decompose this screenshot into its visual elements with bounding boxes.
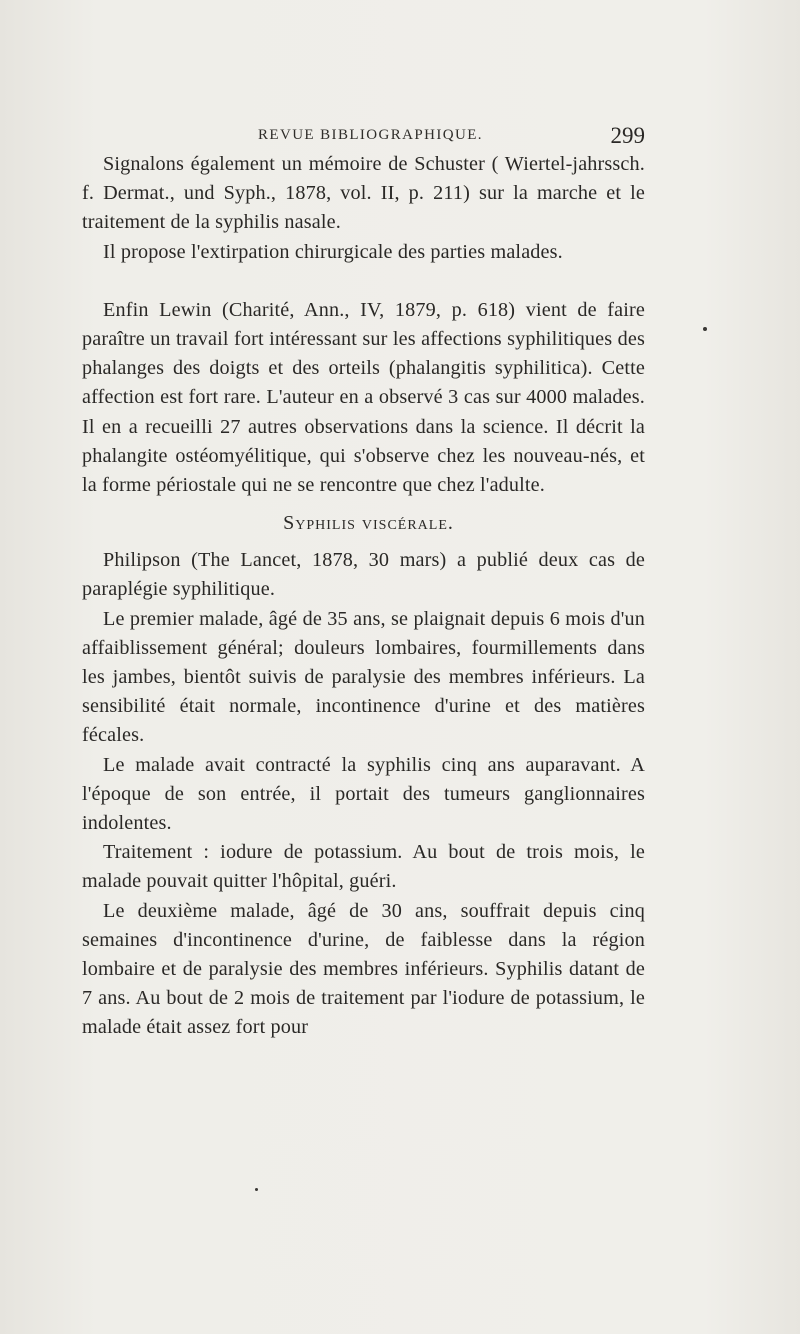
running-title: REVUE BIBLIOGRAPHIQUE. <box>258 127 483 143</box>
page-number: 299 <box>610 123 645 148</box>
paragraph-second-patient: Le deuxième malade, âgé de 30 ans, souffrait depuis cinq semaines d'incontinence d'urine, de faiblesse dans la région lombaire et de paralysie des membres inférieurs. Syphilis datant de 7 ans. Au bout de 2 mois de traitement par l'iodure de potassium, le malade était assez fort pour <box>82 899 645 1039</box>
paragraph-extirpation: Il propose l'extirpation chirurgicale des parties malades. <box>103 240 563 263</box>
page-header <box>110 123 645 153</box>
body-text <box>82 150 645 1043</box>
print-speck <box>703 327 707 331</box>
paragraph-schuster: Signalons également un mémoire de Schuster ( Wiertel-jahrssch. f. Dermat., und Syph., 1878, vol. II, p. 211) sur la marche et le traitement de la syphilis nasale. <box>82 153 645 234</box>
paragraph-first-patient: Le premier malade, âgé de 35 ans, se plaignait depuis 6 mois d'un affaiblissement général; douleurs lombaires, fourmillements dans les jambes, bientôt suivis de paralysie des membres inférieurs. La sensibilité était normale, incontinence d'urine et des matières fécales. <box>82 607 645 747</box>
paragraph-contracted: Le malade avait contracté la syphilis cinq ans auparavant. A l'époque de son entrée, il portait des tumeurs ganglionnaires indolentes. <box>82 753 645 835</box>
paragraph-philipson: Philipson (The Lancet, 1878, 30 mars) a publié deux cas de paraplégie syphilitique. <box>82 549 645 601</box>
print-speck <box>255 1188 258 1191</box>
paragraph-lewin: Enfin Lewin (Charité, Ann., IV, 1879, p. 618) vient de faire paraître un travail fort intéressant sur les affections syphilitiques des phalanges des doigts et des orteils (phalangitis syphilitica). Cette affection est fort rare. L'auteur en a observé 3 cas sur 4000 malades. Il en a recueilli 27 autres observations dans la science. Il décrit la phalangite ostéomyélitique, qui s'observe chez les nouveau-nés, et la forme périostale qui ne se rencontre que chez l'adulte. <box>82 298 645 497</box>
section-heading-syphilis-viscerale: Syphilis viscérale. <box>283 512 454 535</box>
paragraph-treatment: Traitement : iodure de potassium. Au bout de trois mois, le malade pouvait quitter l'hôpital, guéri. <box>82 841 645 893</box>
